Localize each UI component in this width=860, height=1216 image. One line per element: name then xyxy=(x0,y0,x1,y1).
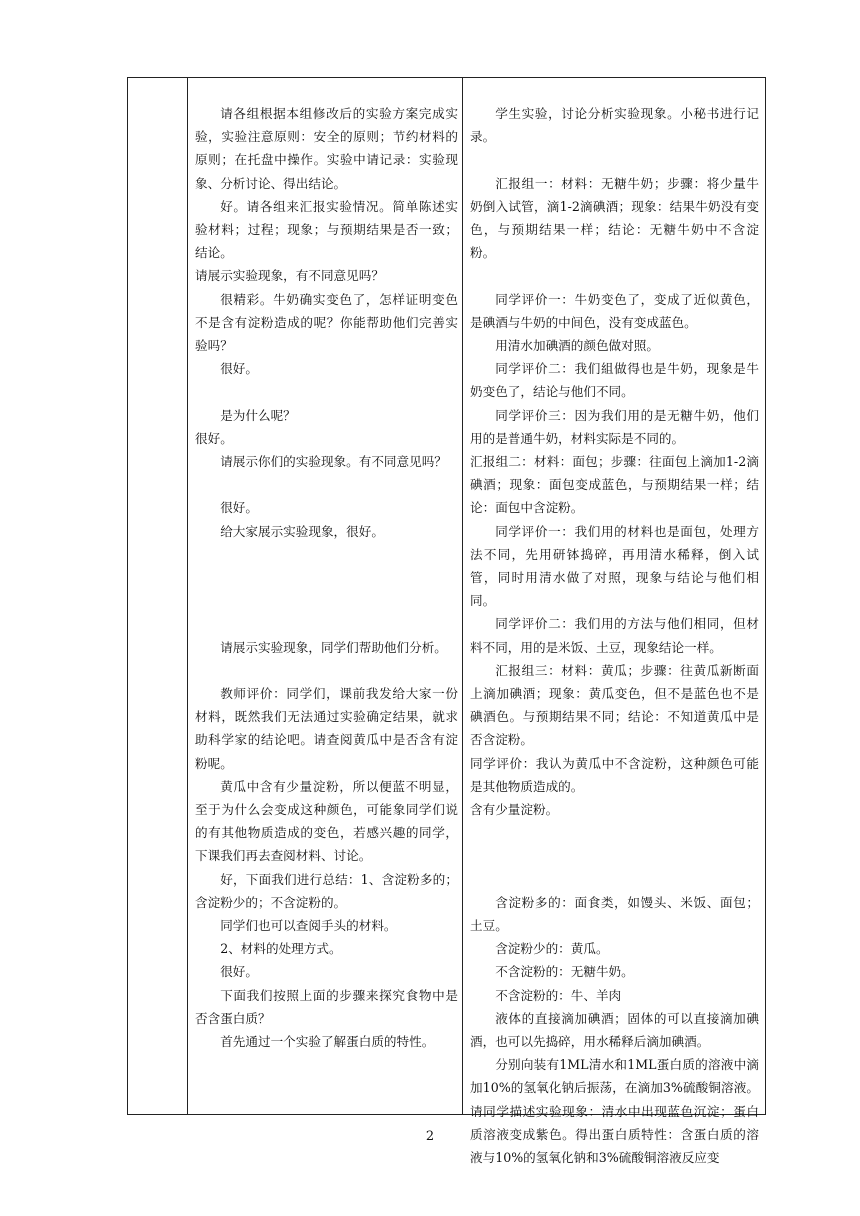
paragraph: 同学评价三：因为我们用的是无糖牛奶，他们用的是普通牛奶，材料实际是不同的。 xyxy=(470,407,759,446)
paragraph: 请展示实验现象，同学们帮助他们分析。 xyxy=(220,639,447,655)
paragraph: 液体的直接滴加碘酒；固体的可以直接滴加碘酒，也可以先捣碎，用水稀释后滴加碘酒。 xyxy=(470,1010,759,1050)
paragraph: 请展示你们的实验现象。有不同意见吗？ xyxy=(220,454,447,470)
paragraph: 分别向装有1ML清水和1ML蛋白质的溶液中滴加10%的氢氧化钠后振荡，在滴加3%硫酸铜溶液。请同学描述实验现象：清水中出现蓝色沉淀；蛋白质溶液变成紫色。得出蛋白质特性：含蛋白质的溶液与10%的氢氧化钠和3%硫酸铜溶液反应变 xyxy=(470,1057,759,1166)
paragraph: 汇报组一：材料：无糖牛奶；步骤：将少量牛奶倒入试管，滴1-2滴碘酒；现象：结果牛奶没有变色，与预期结果一样；结论：无糖牛奶中不含淀粉。 xyxy=(470,175,759,261)
paragraph: 同学评价：我认为黄瓜中不含淀粉，这种颜色可能是其他物质造成的。 xyxy=(470,755,759,794)
paragraph: 是为什么呢？ xyxy=(220,407,296,423)
paragraph: 学生实验，讨论分析实验现象。小秘书进行记录。 xyxy=(470,106,759,145)
paragraph: 很好。 xyxy=(220,361,258,377)
paragraph: 教师评价：同学们，课前我发给大家一份材料，既然我们无法通过实验确定结果，就求助科学家的结论吧。请查阅黄瓜中是否含有淀粉呢。 xyxy=(195,686,458,771)
paragraph: 含淀粉多的：面食类，如馒头、米饭、面包；土豆。 xyxy=(470,894,759,934)
paragraph: 给大家展示实验现象，很好。 xyxy=(220,523,384,539)
teacher-activity-column xyxy=(195,102,458,1053)
student-activity-column xyxy=(470,102,759,1169)
paragraph: 含有少量淀粉。 xyxy=(470,802,559,818)
paragraph: 好，下面我们进行总结：1、含淀粉多的；含淀粉少的；不含淀粉的。 xyxy=(195,871,458,910)
paragraph: 很好。 xyxy=(220,964,258,980)
page-number: 2 xyxy=(425,1129,435,1144)
paragraph: 同学评价一：我们用的材料也是面包，处理方法不同，先用研钵捣碎，再用清水稀释，倒入试管，同时用清水做了对照，现象与结论与他们相同。 xyxy=(470,523,759,609)
lesson-table xyxy=(127,77,766,1166)
paragraph: 不含淀粉的：牛、羊肉 xyxy=(495,987,622,1003)
paragraph: 黄瓜中含有少量淀粉，所以便蓝不明显，至于为什么会变成这种颜色，可能象同学们说的有其他物质造成的变色，若感兴趣的同学，下课我们再去查阅材料、讨论。 xyxy=(195,778,458,864)
paragraph: 很精彩。牛奶确实变色了，怎样证明变色不是含有淀粉造成的呢？你能帮助他们完善实验吗？ xyxy=(195,291,458,354)
paragraph: 同学们也可以查阅手头的材料。 xyxy=(220,918,397,934)
column-divider-2 xyxy=(462,78,463,1114)
paragraph: 不含淀粉的：无糖牛奶。 xyxy=(495,964,634,980)
paragraph: 同学评价一：牛奶变色了，变成了近似黄色，是碘酒与牛奶的中间色，没有变成蓝色。 xyxy=(470,291,759,330)
paragraph: 用清水加碘酒的颜色做对照。 xyxy=(495,338,659,353)
paragraph: 同学评价二：我们用的方法与他们相同，但材料不同，用的是米饭、土豆，现象结论一样。 xyxy=(470,616,759,655)
paragraph: 好。请各组来汇报实验情况。简单陈述实验材料；过程；现象；与预期结果是否一致；结论。 xyxy=(195,198,458,261)
column-divider-1 xyxy=(187,78,188,1114)
paragraph: 请各组根据本组修改后的实验方案完成实验，实验注意原则：安全的原则；节约材料的原则；在托盘中操作。实验中请记录：实验现象、分析讨论、得出结论。 xyxy=(195,106,458,191)
paragraph: 汇报组二：材料：面包；步骤：往面包上滴加1-2滴碘酒；现象：面包变成蓝色，与预期结果一样；结论：面包中含淀粉。 xyxy=(470,454,759,516)
paragraph: 含淀粉少的：黄瓜。 xyxy=(495,941,609,957)
paragraph: 汇报组三：材料：黄瓜；步骤：往黄瓜新断面上滴加碘酒；现象：黄瓜变色，但不是蓝色也不是碘酒色。与预期结果不同；结论：不知道黄瓜中是否含淀粉。 xyxy=(470,662,759,748)
paragraph: 2、材料的处理方式。 xyxy=(220,941,342,957)
paragraph: 请展示实验现象，有不同意见吗？ xyxy=(195,268,384,284)
paragraph: 下面我们按照上面的步骤来探究食物中是否含蛋白质？ xyxy=(195,987,458,1026)
paragraph: 首先通过一个实验了解蛋白质的特性。 xyxy=(220,1034,435,1050)
paragraph: 很好。 xyxy=(195,430,233,446)
paragraph: 同学评价二：我们組做得也是牛奶，现象是牛奶变色了，结论与他们不同。 xyxy=(470,361,759,400)
paragraph: 很好。 xyxy=(220,500,258,516)
